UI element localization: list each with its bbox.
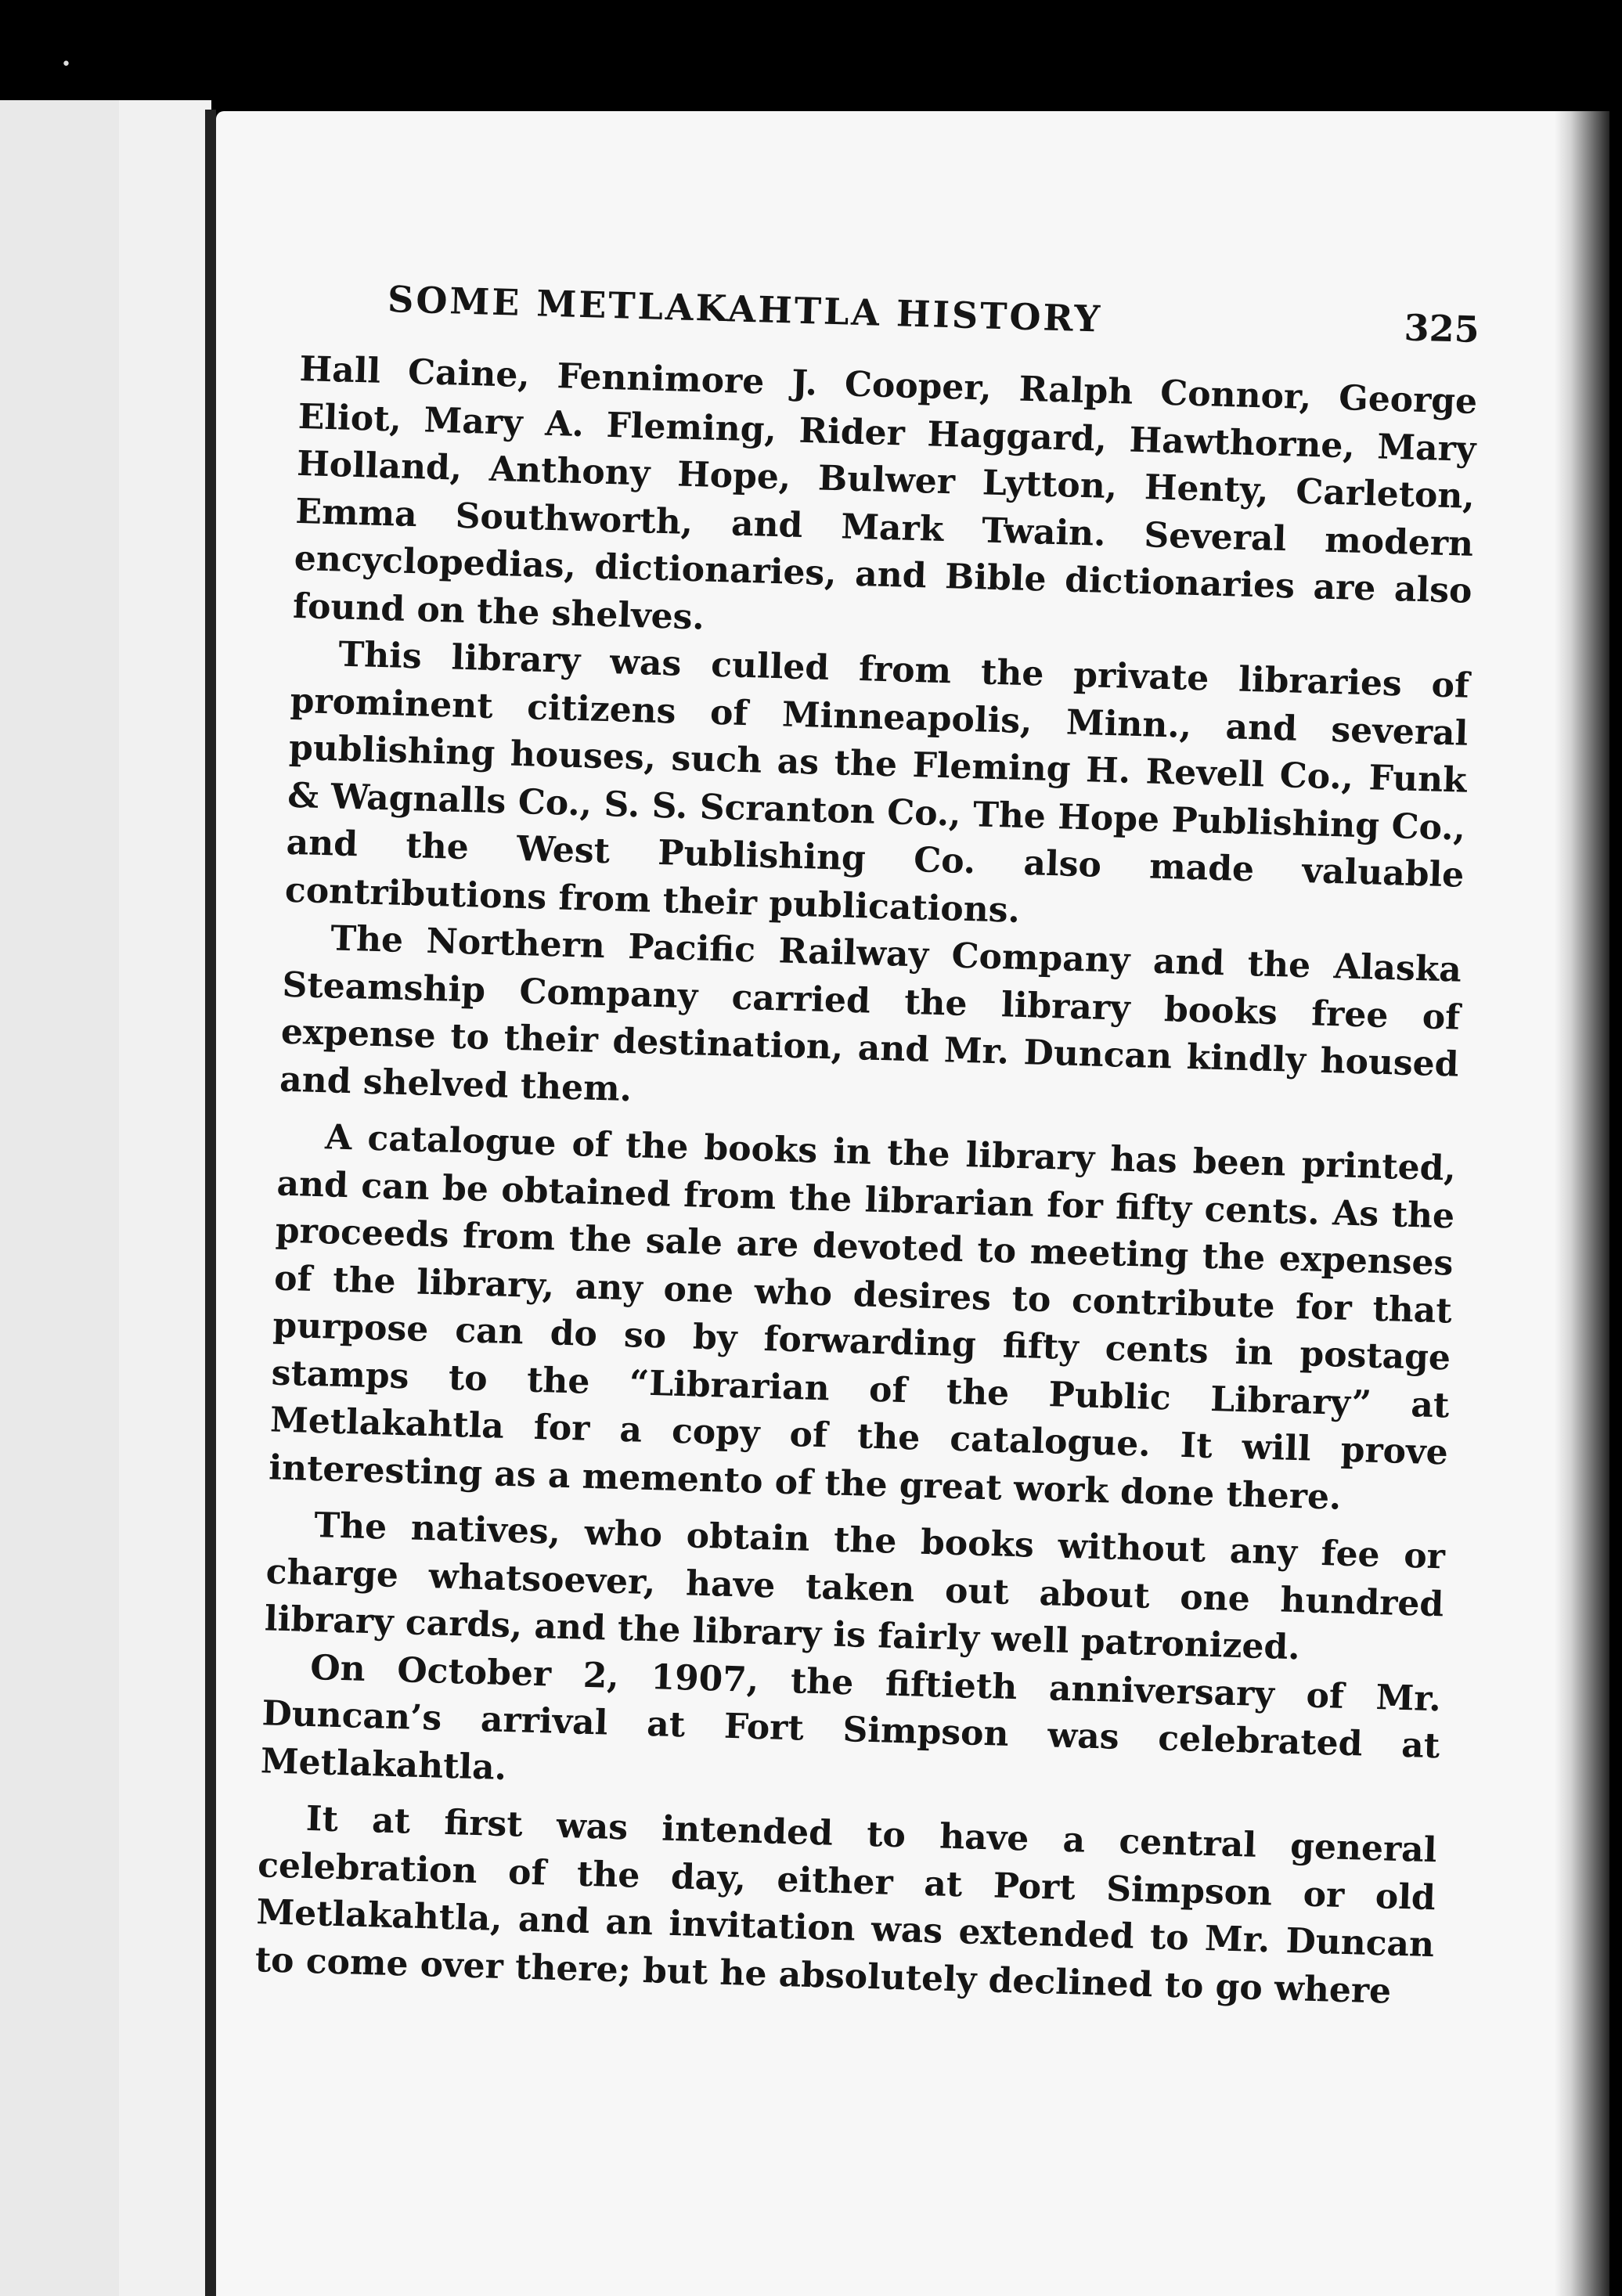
paragraph-7: It at first was intended to have a central general celebration of the day, either at Port Simpson or old Metlakahtla, and an invitation was extended to Mr. Duncan to come over there; but he absolutely declined to go where <box>254 1798 1438 2012</box>
paragraph-2: This library was culled from the private libraries of prominent citizens of Minneapolis, Minn., and several publishing houses, such as the Fleming H. Revell Co., Funk & Wagnalls Co., S. S. Scranton Co., The Hope Publishing Co., and the West Publishing Co. also made valuable contributions from their publications. <box>284 634 1470 931</box>
paragraph-5: The natives, who obtain the books without any fee or charge whatsoever, have taken out about one hundred library cards, and the library is fairly well patronized. <box>264 1505 1446 1668</box>
book-page <box>216 111 1609 2296</box>
facing-page-margin <box>119 100 211 2296</box>
running-head-title: SOME METLAKAHTLA HISTORY <box>387 278 1103 341</box>
paragraph-3: The Northern Pacific Railway Company and the Alaska Steamship Company carried the library books free of expense to their destination, and Mr. Duncan kindly housed and shelved them. <box>279 918 1462 1109</box>
page-edge-shadow <box>1555 111 1609 2296</box>
paragraph-4: A catalogue of the books in the library has been printed, and can be obtained from the librarian for fifty cents. As the proceeds from the sale are devoted to meeting the expenses of the library, any one who desires to contribute for that purpose can do so by forwarding fifty cents in postage stamps to the “Librarian of the Public Library” at Metlakahtla for a copy of the catalogue. It will prove interesting as a memento of the great work done there. <box>268 1117 1457 1518</box>
book-gutter <box>205 110 216 2296</box>
paragraph-1: Hall Caine, Fennimore J. Cooper, Ralph Connor, George Eliot, Mary A. Fleming, Rider Haggard, Hawthorne, Mary Holland, Anthony Hope, Bulwer Lytton, Henty, Carleton, Emma Southworth, and Mark Twain. Several modern encyclopedias, dictionaries, and Bible dictionaries are also found on the shelves. <box>292 348 1478 638</box>
scan-speck: • <box>61 55 71 74</box>
page-number: 325 <box>1403 306 1480 351</box>
page-text-block <box>254 276 1480 2017</box>
paragraph-6: On October 2, 1907, the fiftieth anniversary of Mr. Duncan’s arrival at Fort Simpson was celebrated at Metlakahtla. <box>260 1647 1442 1788</box>
facing-page-edge <box>0 100 124 2296</box>
